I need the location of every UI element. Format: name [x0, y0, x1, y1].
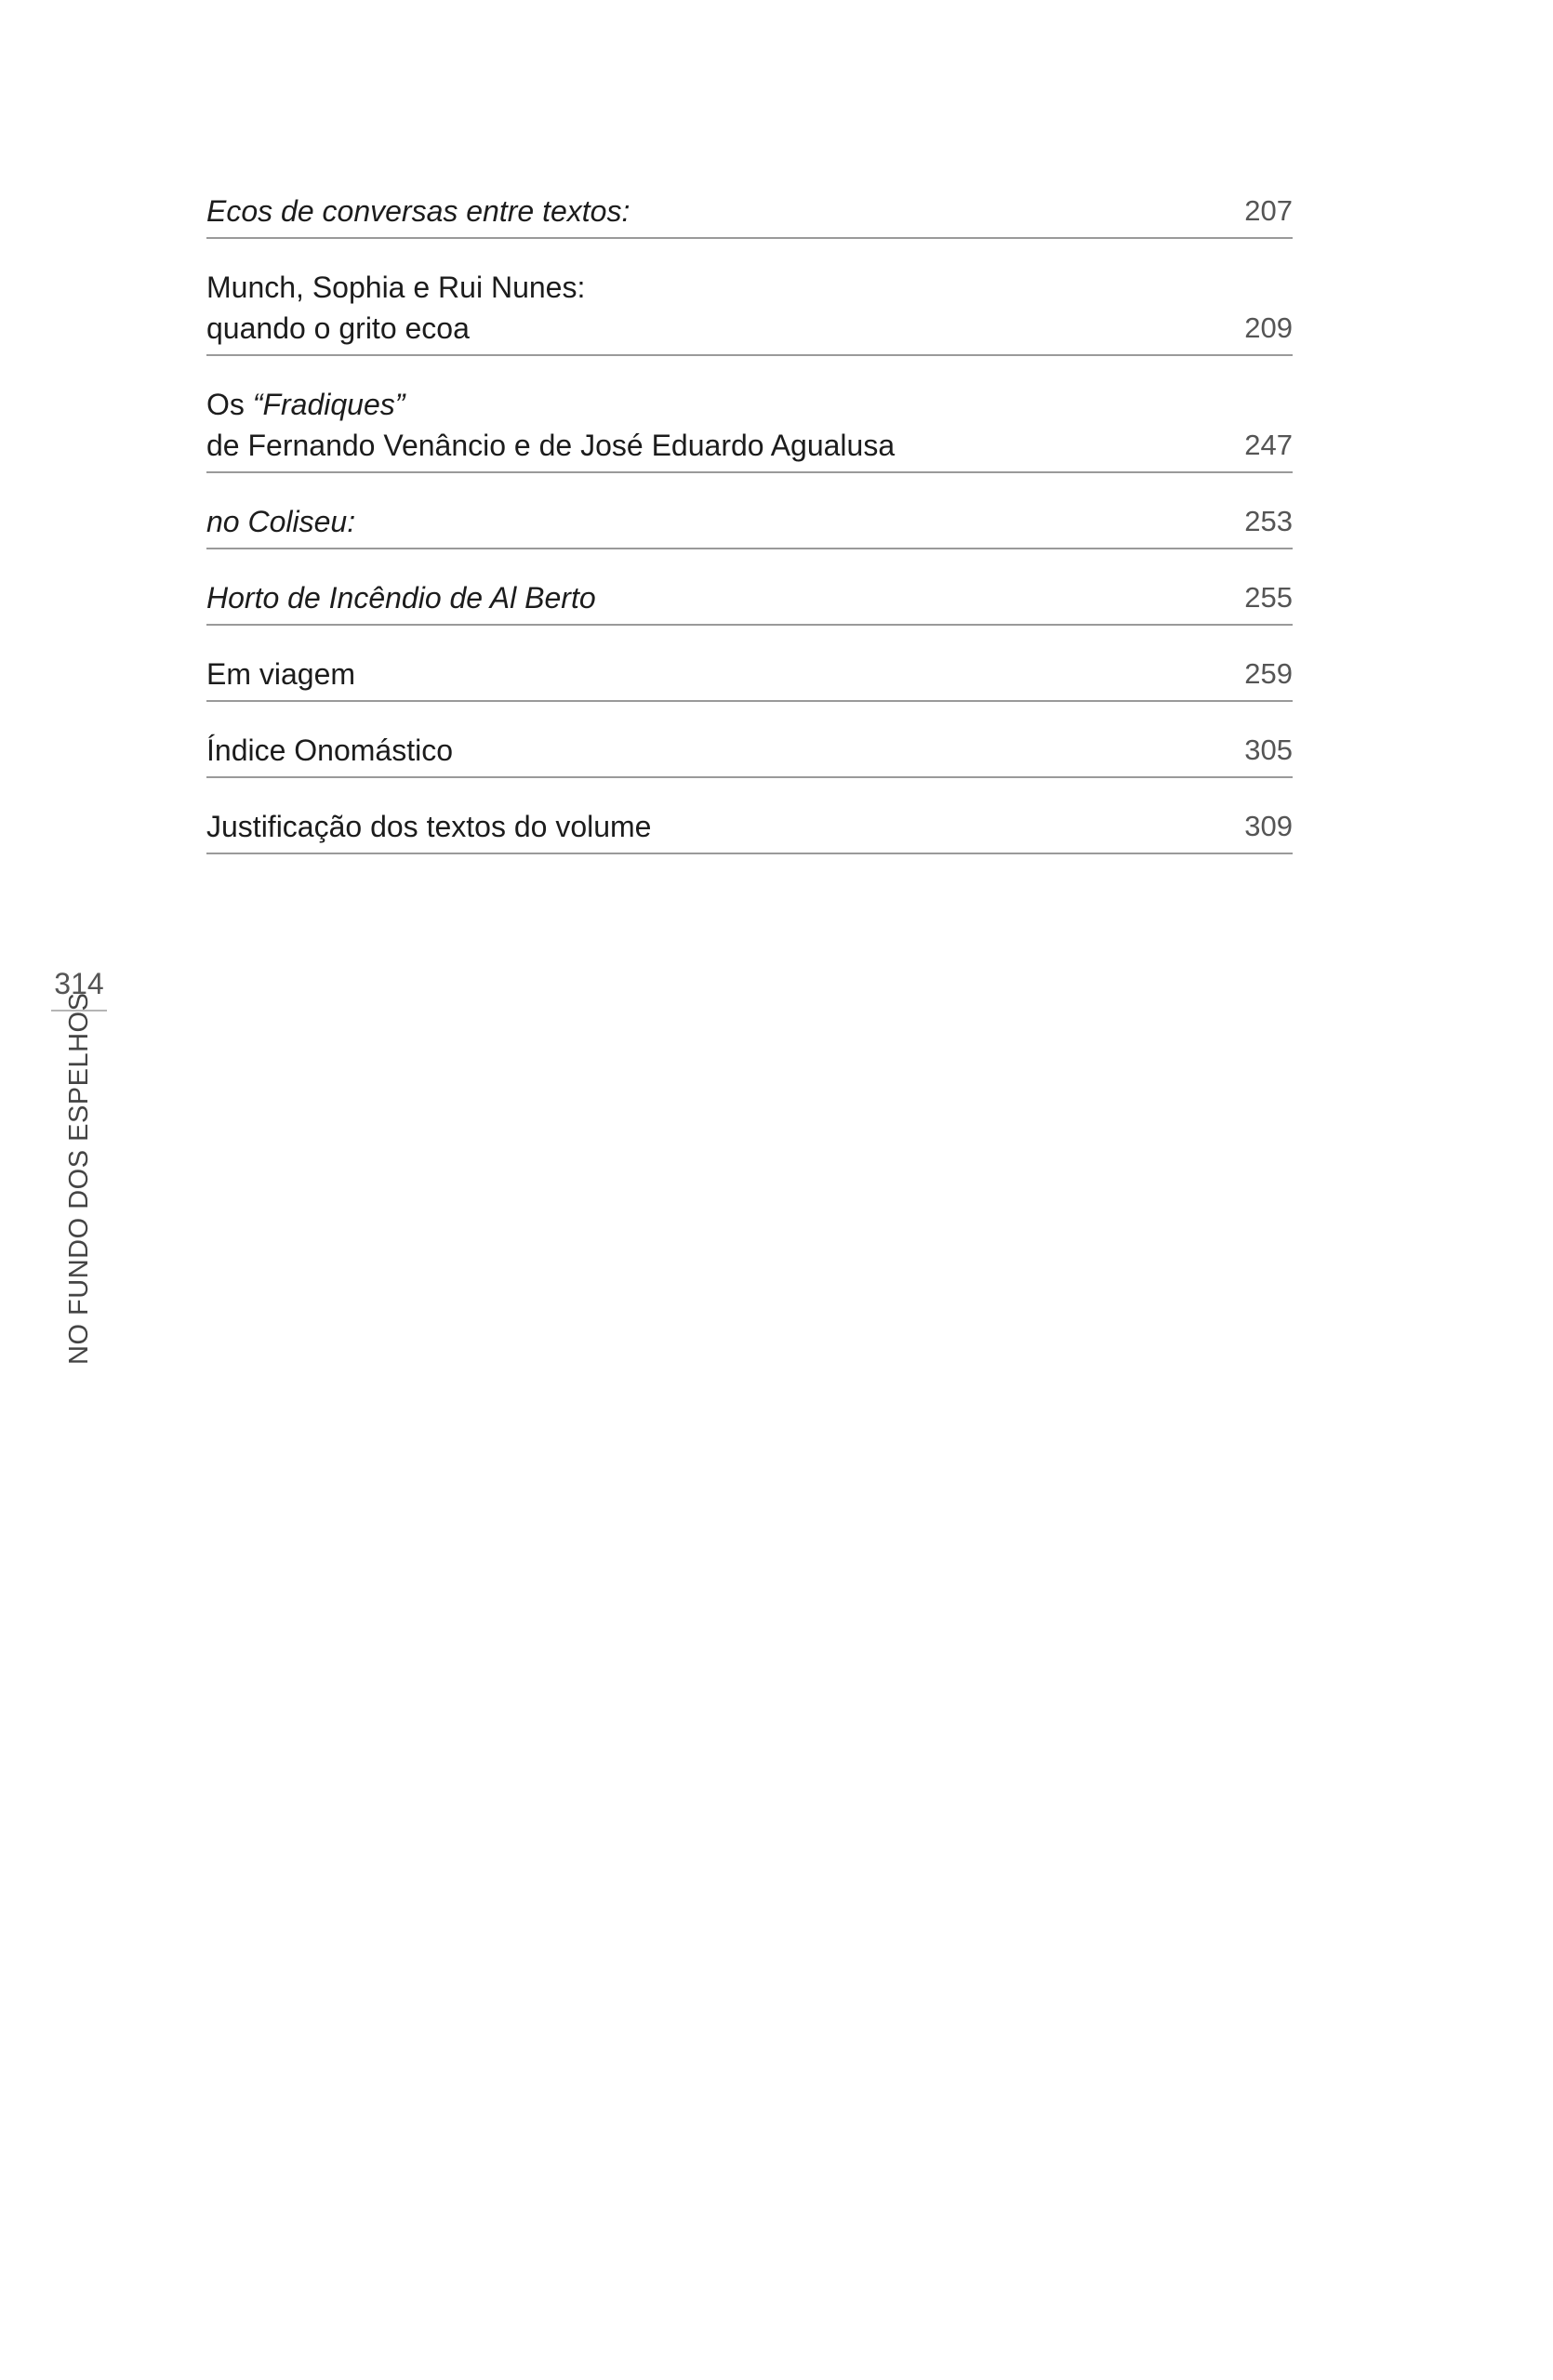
toc-entry-title-line: Ecos de conversas entre textos:: [206, 194, 630, 228]
toc-entry-page: 209: [1244, 311, 1293, 344]
toc-entry[interactable]: [206, 256, 1293, 356]
toc-entry-title-line: [206, 384, 1226, 425]
toc-entry[interactable]: [206, 191, 1293, 239]
toc-entry-title: [206, 654, 1226, 694]
running-title: NO FUNDO DOS ESPELHOS: [64, 992, 94, 1365]
toc-entry-title: [206, 501, 1226, 542]
toc-entry-page: 253: [1244, 505, 1293, 537]
toc-entry-title: [206, 730, 1226, 771]
toc-entry[interactable]: [206, 566, 1293, 626]
toc-entry-title-line: Horto de Incêndio de Al Berto: [206, 581, 596, 615]
toc-entry-title-line: Munch, Sophia e Rui Nunes:: [206, 271, 586, 304]
toc-entry-title-line: no Coliseu:: [206, 505, 356, 538]
toc-entry[interactable]: [206, 642, 1293, 702]
toc-entry-page: 305: [1244, 734, 1293, 766]
toc-entry-title-line: quando o grito ecoa: [206, 311, 470, 345]
toc-entry-title: [206, 384, 1226, 466]
toc-entry-title-line: Justificação dos textos do volume: [206, 810, 652, 843]
toc-entry-page: 247: [1244, 429, 1293, 461]
toc-entry-title-emphasis: “Fradiques”: [252, 388, 405, 421]
toc-entry-page: 207: [1244, 194, 1293, 227]
toc-entry-title-line: Índice Onomástico: [206, 734, 454, 767]
toc-entry-title-prefix: Os: [206, 388, 253, 421]
toc-entry-page: 255: [1244, 581, 1293, 614]
page-number: 314: [51, 958, 107, 1012]
toc-entry-title: [206, 806, 1226, 847]
toc-entry-title-line: de Fernando Venâncio e de José Eduardo Agualusa: [206, 429, 896, 462]
toc-entry[interactable]: [206, 373, 1293, 473]
side-folio: [51, 958, 107, 1367]
toc-entry-title-line: Em viagem: [206, 657, 356, 691]
toc-entry[interactable]: [206, 490, 1293, 549]
toc-entry-title: [206, 191, 1226, 231]
table-of-contents: [206, 191, 1293, 871]
toc-entry-page: 259: [1244, 657, 1293, 690]
toc-entry-title: [206, 577, 1226, 618]
toc-entry-title: [206, 267, 1226, 349]
toc-entry[interactable]: [206, 719, 1293, 778]
toc-entry[interactable]: [206, 795, 1293, 854]
toc-entry-page: 309: [1244, 810, 1293, 842]
